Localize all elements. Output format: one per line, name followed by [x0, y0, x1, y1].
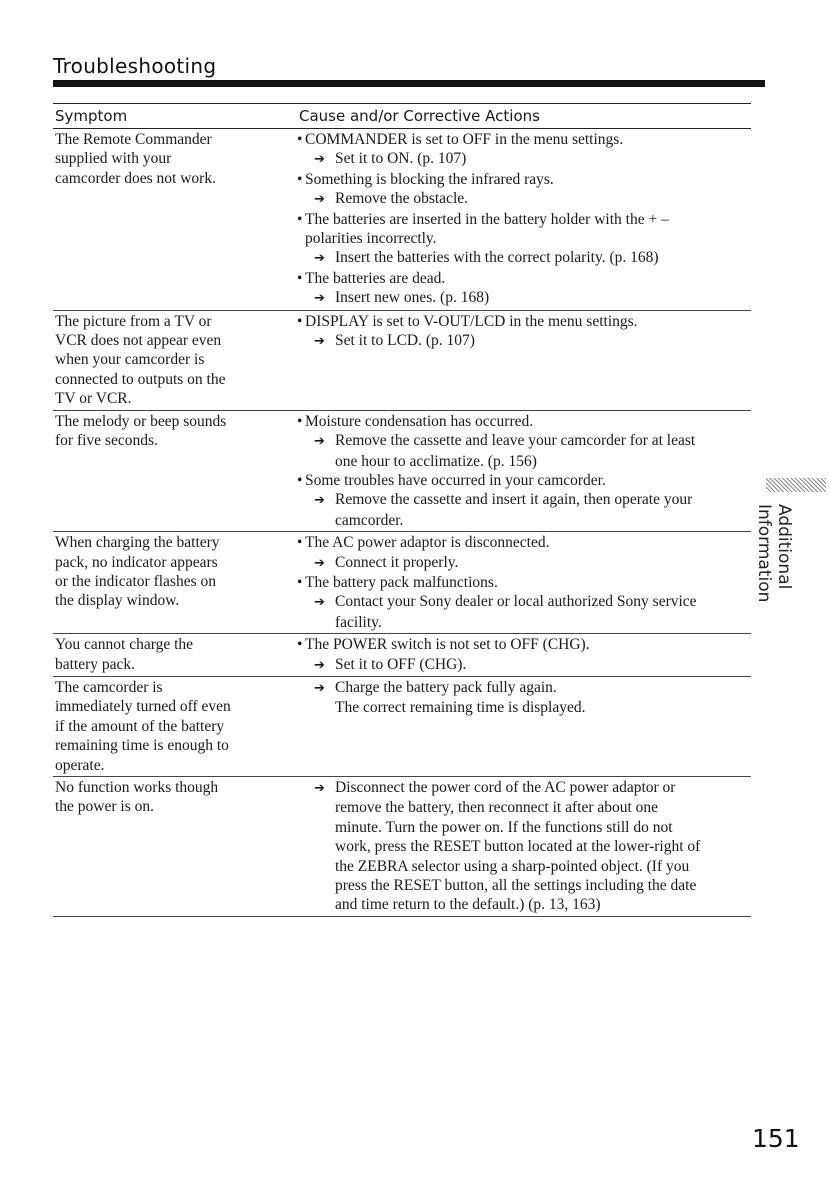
cause-text: the ZEBRA selector using a sharp-pointed object. (If you: [335, 857, 690, 875]
cause-text: The batteries are inserted in the battery holder with the + –: [305, 210, 669, 228]
table-row: [53, 677, 751, 777]
cause-text: Disconnect the power cord of the AC power adaptor or: [335, 779, 676, 796]
cause-text: one hour to acclimatize. (p. 156): [335, 452, 537, 470]
cause-text: work, press the RESET button located at the lower-right of: [335, 838, 701, 856]
symptom-line: battery pack.: [55, 655, 136, 673]
section-tab-label: Additional Information: [754, 504, 794, 603]
cause-text: Set it to ON. (p. 107): [335, 150, 467, 168]
corrective-action: [297, 553, 751, 573]
symptom-line: No function works though: [55, 779, 219, 796]
header-symptom: Symptom: [55, 107, 128, 125]
page-number: 151: [752, 1124, 800, 1153]
cause-text: Charge the battery pack fully again.: [335, 678, 557, 696]
corrective-action: [297, 331, 751, 351]
symptom-line: supplied with your: [55, 150, 172, 168]
table-body: [53, 129, 751, 917]
cause-cell: [297, 312, 751, 409]
cause-bullet: [297, 573, 751, 592]
bullet-icon: •: [297, 636, 303, 654]
cause-text: and time return to the default.) (p. 13, 163): [335, 896, 601, 914]
corrective-action-continued: [297, 798, 751, 817]
symptom-cell: [53, 412, 297, 530]
symptom-line: pack, no indicator appears: [55, 553, 218, 571]
arrow-right-icon: ➔: [314, 291, 325, 307]
troubleshooting-table: [53, 103, 751, 917]
corrective-action: [297, 490, 751, 510]
header-cause: Cause and/or Corrective Actions: [299, 107, 540, 125]
cause-text: polarities incorrectly.: [305, 230, 437, 248]
bullet-icon: •: [297, 471, 303, 489]
table-row: [53, 129, 751, 311]
cause-bullet-continued: [297, 229, 751, 248]
arrow-right-icon: ➔: [314, 152, 325, 168]
cause-text: Connect it properly.: [335, 553, 459, 571]
symptom-cell: [53, 130, 297, 309]
corrective-action-continued: [297, 511, 751, 530]
cause-text: The POWER switch is not set to OFF (CHG).: [305, 636, 590, 654]
symptom-line: When charging the battery: [55, 534, 220, 552]
cause-cell: [297, 533, 751, 632]
cause-text: Remove the cassette and insert it again, then operate your: [335, 491, 693, 509]
symptom-line: The camcorder is: [55, 678, 163, 696]
cause-cell: [297, 130, 751, 309]
cause-text: camcorder.: [335, 511, 404, 529]
cause-text: Contact your Sony dealer or local authorized Sony service: [335, 593, 697, 611]
arrow-right-icon: ➔: [314, 192, 325, 208]
cause-cell: [297, 635, 751, 675]
title-rule: [53, 80, 765, 87]
corrective-action-continued: [297, 698, 751, 717]
cause-text: remove the battery, then reconnect it after about one: [335, 799, 659, 817]
table-row: [53, 311, 751, 411]
cause-text: The AC power adaptor is disconnected.: [305, 534, 550, 552]
cause-bullet: [297, 170, 751, 189]
symptom-line: when your camcorder is: [55, 351, 205, 369]
bullet-icon: •: [297, 170, 303, 188]
symptom-line: The Remote Commander: [55, 131, 212, 148]
cause-bullet: [297, 312, 751, 331]
corrective-action-continued: [297, 876, 751, 895]
page-title: Troubleshooting: [53, 54, 217, 78]
corrective-action: [297, 655, 751, 675]
cause-bullet: [297, 533, 751, 552]
cause-text: press the RESET button, all the settings including the date: [335, 877, 697, 895]
cause-text: Remove the cassette and leave your camcorder for at least: [335, 432, 696, 450]
symptom-line: camcorder does not work.: [55, 169, 216, 187]
cause-text: facility.: [335, 613, 382, 631]
symptom-line: The melody or beep sounds: [55, 412, 227, 430]
table-header: [53, 103, 751, 129]
bullet-icon: •: [297, 131, 303, 148]
symptom-line: The picture from a TV or: [55, 312, 212, 330]
cause-text: The batteries are dead.: [305, 269, 446, 287]
symptom-cell: [53, 678, 297, 775]
corrective-action-continued: [297, 895, 751, 914]
symptom-cell: [53, 635, 297, 675]
bullet-icon: •: [297, 210, 303, 228]
corrective-action: [297, 288, 751, 308]
bullet-icon: •: [297, 269, 303, 287]
symptom-line: the power is on.: [55, 798, 155, 816]
arrow-right-icon: ➔: [314, 334, 325, 350]
symptom-line: You cannot charge the: [55, 636, 194, 654]
corrective-action: [297, 778, 751, 798]
corrective-action: [297, 678, 751, 698]
corrective-action-continued: [297, 818, 751, 837]
symptom-line: connected to outputs on the: [55, 370, 226, 388]
symptom-line: immediately turned off even: [55, 698, 231, 716]
cause-text: The correct remaining time is displayed.: [335, 699, 586, 717]
arrow-right-icon: ➔: [314, 657, 325, 673]
arrow-right-icon: ➔: [314, 781, 325, 796]
symptom-line: TV or VCR.: [55, 390, 132, 408]
corrective-action: [297, 149, 751, 169]
corrective-action: [297, 592, 751, 612]
arrow-right-icon: ➔: [314, 434, 325, 450]
table-row: [53, 777, 751, 917]
cause-text: The battery pack malfunctions.: [305, 573, 498, 591]
cause-text: DISPLAY is set to V-OUT/LCD in the menu settings.: [305, 312, 638, 330]
cause-text: COMMANDER is set to OFF in the menu settings.: [305, 131, 624, 148]
cause-text: Something is blocking the infrared rays.: [305, 170, 554, 188]
symptom-line: operate.: [55, 756, 105, 774]
corrective-action-continued: [297, 613, 751, 632]
cause-text: Remove the obstacle.: [335, 190, 468, 208]
cause-cell: [297, 678, 751, 775]
arrow-right-icon: ➔: [314, 555, 325, 571]
cause-bullet: [297, 210, 751, 229]
arrow-right-icon: ➔: [314, 680, 325, 696]
cause-text: minute. Turn the power on. If the functions still do not: [335, 818, 673, 836]
symptom-line: VCR does not appear even: [55, 332, 222, 350]
cause-text: Insert the batteries with the correct polarity. (p. 168): [335, 249, 659, 267]
cause-bullet: [297, 130, 751, 149]
cause-text: Some troubles have occurred in your camcorder.: [305, 471, 606, 489]
bullet-icon: •: [297, 534, 303, 552]
cause-text: Set it to LCD. (p. 107): [335, 332, 475, 350]
arrow-right-icon: ➔: [314, 595, 325, 611]
cause-bullet: [297, 269, 751, 288]
corrective-action: [297, 248, 751, 268]
section-tab-marker: [766, 478, 826, 492]
bullet-icon: •: [297, 312, 303, 330]
cause-cell: [297, 778, 751, 915]
arrow-right-icon: ➔: [314, 493, 325, 509]
symptom-cell: [53, 778, 297, 915]
symptom-line: or the indicator flashes on: [55, 572, 216, 590]
arrow-right-icon: ➔: [314, 251, 325, 267]
corrective-action-continued: [297, 837, 751, 856]
symptom-cell: [53, 533, 297, 632]
corrective-action-continued: [297, 452, 751, 471]
table-row: [53, 532, 751, 634]
symptom-cell: [53, 312, 297, 409]
table-row: [53, 411, 751, 532]
table-row: [53, 634, 751, 677]
cause-bullet: [297, 412, 751, 431]
cause-text: Set it to OFF (CHG).: [335, 655, 467, 673]
symptom-line: if the amount of the battery: [55, 717, 225, 735]
cause-text: Moisture condensation has occurred.: [305, 412, 534, 430]
corrective-action: [297, 431, 751, 451]
symptom-line: for five seconds.: [55, 432, 158, 450]
cause-bullet: [297, 635, 751, 654]
bullet-icon: •: [297, 573, 303, 591]
cause-text: Insert new ones. (p. 168): [335, 289, 490, 307]
cause-bullet: [297, 471, 751, 490]
corrective-action-continued: [297, 857, 751, 876]
symptom-line: the display window.: [55, 592, 180, 610]
cause-cell: [297, 412, 751, 530]
bullet-icon: •: [297, 412, 303, 430]
corrective-action: [297, 189, 751, 209]
symptom-line: remaining time is enough to: [55, 737, 229, 755]
